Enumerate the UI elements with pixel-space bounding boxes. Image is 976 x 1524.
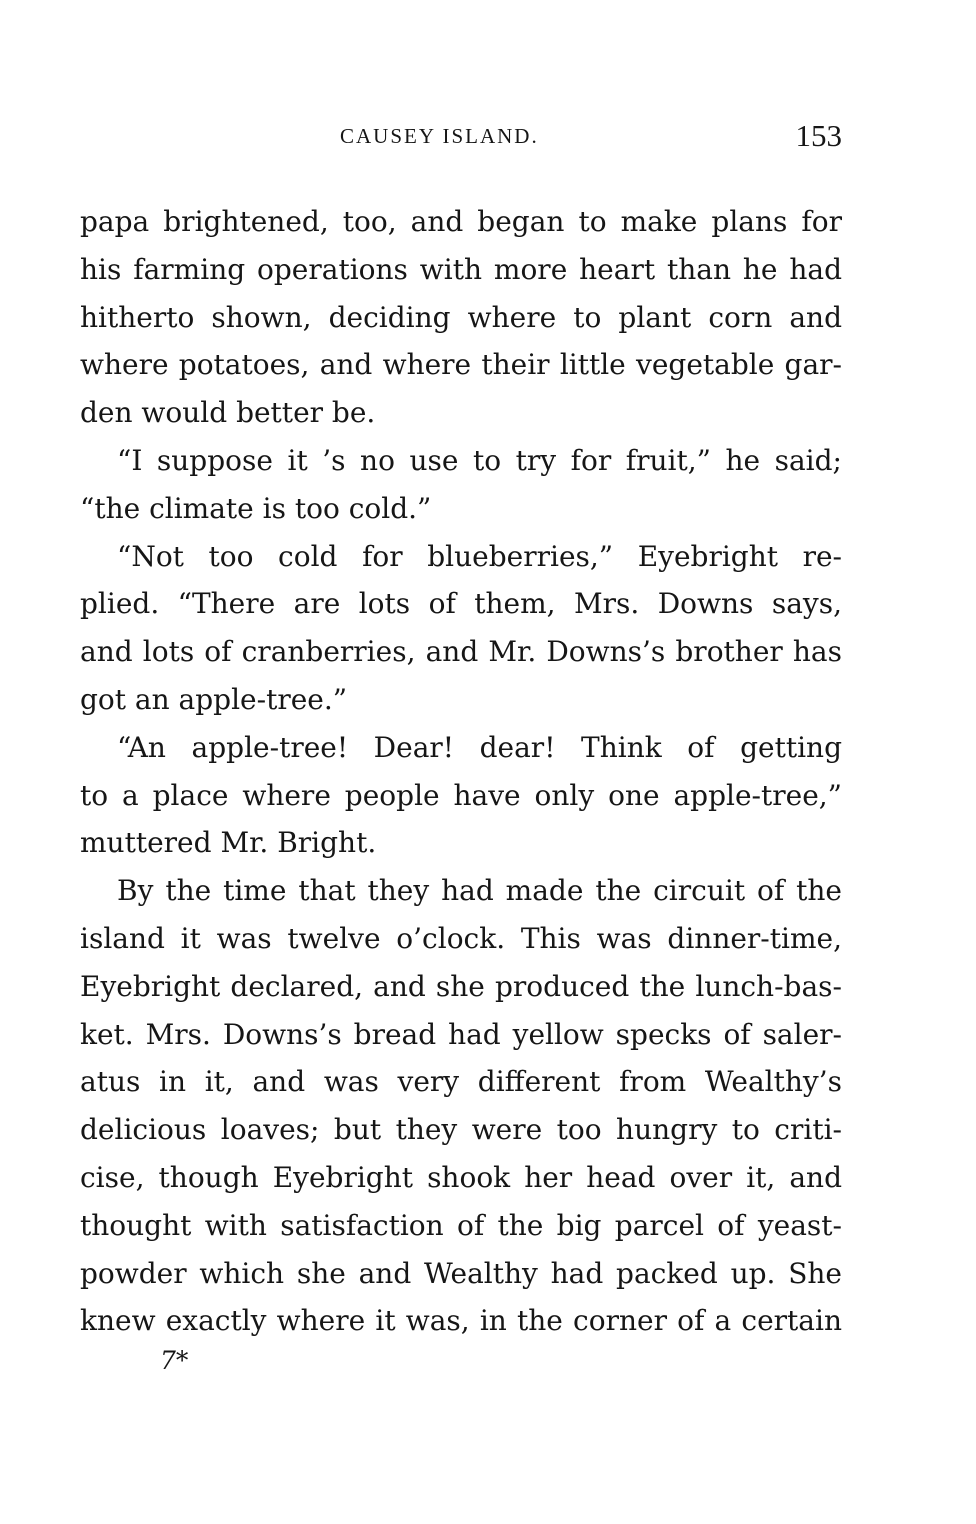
text-line: “An apple-tree! Dear! dear! Think of getting xyxy=(117,730,842,764)
text-line: got an apple-tree.” xyxy=(80,682,348,716)
text-line: atus in it, and was very different from Wealthy’s xyxy=(80,1065,842,1099)
text-line: to a place where people have only one apple-tree,” xyxy=(80,778,842,812)
text-line: hitherto shown, deciding where to plant corn and xyxy=(80,300,842,334)
text-line: Eyebright declared, and she produced the lunch-bas- xyxy=(80,969,842,1003)
text-line: knew exactly where it was, in the corner of a certain xyxy=(80,1304,842,1338)
text-line: and lots of cranberries, and Mr. Downs’s brother has xyxy=(80,635,842,669)
text-line: delicious loaves; but they were too hungry to criti- xyxy=(80,1113,842,1147)
body-text xyxy=(80,198,842,1345)
text-line: den would better be. xyxy=(80,396,376,430)
text-line: cise, though Eyebright shook her head over it, and xyxy=(80,1160,842,1194)
text-line: “the climate is too cold.” xyxy=(80,491,432,525)
text-line: “Not too cold for blueberries,” Eyebright re- xyxy=(117,539,842,573)
text-line: By the time that they had made the circuit of the xyxy=(117,874,842,908)
running-title: CAUSEY ISLAND. xyxy=(340,124,539,148)
text-line: island it was twelve o’clock. This was dinner-time, xyxy=(80,921,842,955)
text-line: “I suppose it ’s no use to try for fruit,” he said; xyxy=(117,443,842,477)
text-line: his farming operations with more heart than he had xyxy=(80,252,842,286)
running-head xyxy=(80,120,842,160)
text-line: muttered Mr. Bright. xyxy=(80,826,377,860)
text-line: where potatoes, and where their little vegetable gar- xyxy=(80,348,842,382)
signature-mark: 7* xyxy=(160,1346,189,1375)
text-line: papa brightened, too, and began to make plans for xyxy=(80,205,842,238)
text-line: ket. Mrs. Downs’s bread had yellow specks of saler- xyxy=(80,1017,842,1051)
text-line: powder which she and Wealthy had packed up. She xyxy=(80,1256,842,1290)
page-number: 153 xyxy=(795,118,842,153)
text-line: plied. “There are lots of them, Mrs. Downs says, xyxy=(80,587,842,621)
text-line: thought with satisfaction of the big parcel of yeast- xyxy=(80,1208,842,1242)
